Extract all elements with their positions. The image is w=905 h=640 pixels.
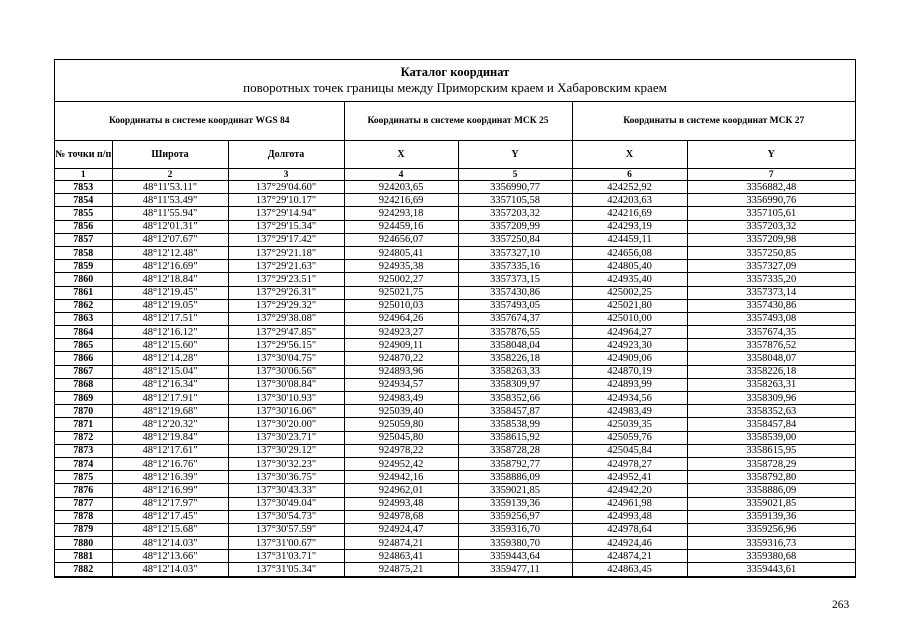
latitude-cell: 48°12'19.84" <box>112 431 228 444</box>
y-msk25-cell: 3358538,99 <box>458 418 572 431</box>
y-msk25-cell: 3359256,97 <box>458 510 572 523</box>
longitude-cell: 137°30'20.00" <box>228 418 344 431</box>
table-row <box>55 378 855 391</box>
x-msk25-cell: 924216,69 <box>344 194 458 207</box>
x-msk25-cell: 924863,41 <box>344 550 458 563</box>
x-msk27-cell: 424983,49 <box>572 405 687 418</box>
point-number: 7853 <box>55 181 112 194</box>
group-header-wgs84: Координаты в системе координат WGS 84 <box>55 102 344 141</box>
y-msk27-cell: 3358457,84 <box>687 418 855 431</box>
y-msk25-cell: 3359477,11 <box>458 563 572 576</box>
x-msk25-cell: 924935,38 <box>344 260 458 273</box>
y-msk25-cell: 3358615,92 <box>458 431 572 444</box>
x-msk27-cell: 424993,48 <box>572 510 687 523</box>
latitude-cell: 48°12'17.97" <box>112 497 228 510</box>
table-row <box>55 418 855 431</box>
table-row <box>55 550 855 563</box>
point-number: 7878 <box>55 510 112 523</box>
y-msk27-cell: 3359139,36 <box>687 510 855 523</box>
latitude-cell: 48°12'20.32" <box>112 418 228 431</box>
longitude-cell: 137°30'16.06" <box>228 405 344 418</box>
x-msk25-cell: 924978,22 <box>344 444 458 457</box>
x-msk25-cell: 924952,42 <box>344 457 458 470</box>
catalog-subtitle: поворотных точек границы между Приморским краем и Хабаровским краем <box>243 80 667 95</box>
x-msk27-cell: 424252,92 <box>572 181 687 194</box>
y-msk25-cell: 3358309,97 <box>458 378 572 391</box>
x-msk27-cell: 424874,21 <box>572 550 687 563</box>
table-row <box>55 233 855 246</box>
longitude-cell: 137°31'03.71" <box>228 550 344 563</box>
point-number: 7881 <box>55 550 112 563</box>
y-msk25-cell: 3358352,66 <box>458 392 572 405</box>
x-msk25-cell: 924942,16 <box>344 471 458 484</box>
latitude-cell: 48°12'12.48" <box>112 246 228 259</box>
y-msk27-cell: 3356882,48 <box>687 181 855 194</box>
longitude-cell: 137°29'26.31" <box>228 286 344 299</box>
longitude-cell: 137°29'14.94" <box>228 207 344 220</box>
table-row <box>55 392 855 405</box>
point-number: 7880 <box>55 537 112 550</box>
point-number: 7855 <box>55 207 112 220</box>
table-row <box>55 471 855 484</box>
point-number: 7854 <box>55 194 112 207</box>
y-msk27-cell: 3358792,80 <box>687 471 855 484</box>
point-number: 7856 <box>55 220 112 233</box>
table-row <box>55 286 855 299</box>
table-row <box>55 484 855 497</box>
y-msk27-cell: 3357876,52 <box>687 339 855 352</box>
y-msk27-cell: 3358226,18 <box>687 365 855 378</box>
y-msk27-cell: 3358309,96 <box>687 392 855 405</box>
column-header-longitude: Долгота <box>228 141 344 169</box>
point-number: 7872 <box>55 431 112 444</box>
column-number: 1 <box>55 169 112 181</box>
x-msk27-cell: 424961,98 <box>572 497 687 510</box>
table-row <box>55 352 855 365</box>
y-msk27-cell: 3356990,76 <box>687 194 855 207</box>
table-row <box>55 326 855 339</box>
point-number: 7865 <box>55 339 112 352</box>
y-msk25-cell: 3356990,77 <box>458 181 572 194</box>
y-msk25-cell: 3357209,99 <box>458 220 572 233</box>
table-row <box>55 431 855 444</box>
column-number: 4 <box>344 169 458 181</box>
longitude-cell: 137°29'21.18" <box>228 246 344 259</box>
point-number: 7860 <box>55 273 112 286</box>
table-row <box>55 273 855 286</box>
y-msk27-cell: 3358886,09 <box>687 484 855 497</box>
table-row <box>55 365 855 378</box>
table-row <box>55 246 855 259</box>
x-msk25-cell: 924993,48 <box>344 497 458 510</box>
x-msk25-cell: 924656,07 <box>344 233 458 246</box>
x-msk27-cell: 424935,40 <box>572 273 687 286</box>
y-msk25-cell: 3357105,58 <box>458 194 572 207</box>
x-msk27-cell: 424934,56 <box>572 392 687 405</box>
column-header-y-msk27: Y <box>687 141 855 169</box>
x-msk27-cell: 424923,30 <box>572 339 687 352</box>
y-msk25-cell: 3358792,77 <box>458 457 572 470</box>
x-msk27-cell: 424942,20 <box>572 484 687 497</box>
point-number: 7857 <box>55 233 112 246</box>
x-msk25-cell: 925021,75 <box>344 286 458 299</box>
x-msk27-cell: 424893,99 <box>572 378 687 391</box>
latitude-cell: 48°12'16.39" <box>112 471 228 484</box>
table-row <box>55 563 855 576</box>
y-msk27-cell: 3358728,29 <box>687 457 855 470</box>
y-msk25-cell: 3359139,36 <box>458 497 572 510</box>
y-msk27-cell: 3357430,86 <box>687 299 855 312</box>
x-msk25-cell: 924459,16 <box>344 220 458 233</box>
x-msk25-cell: 925039,40 <box>344 405 458 418</box>
y-msk25-cell: 3357373,15 <box>458 273 572 286</box>
table-row <box>55 405 855 418</box>
longitude-cell: 137°29'47.85" <box>228 326 344 339</box>
x-msk25-cell: 925045,80 <box>344 431 458 444</box>
point-number: 7862 <box>55 299 112 312</box>
y-msk27-cell: 3357674,35 <box>687 326 855 339</box>
longitude-cell: 137°30'49.04" <box>228 497 344 510</box>
coordinates-table <box>55 102 855 577</box>
x-msk25-cell: 924964,26 <box>344 312 458 325</box>
longitude-cell: 137°30'43.33" <box>228 484 344 497</box>
y-msk27-cell: 3359256,96 <box>687 523 855 536</box>
latitude-cell: 48°12'07.67" <box>112 233 228 246</box>
table-row <box>55 207 855 220</box>
y-msk25-cell: 3358728,28 <box>458 444 572 457</box>
point-number: 7866 <box>55 352 112 365</box>
table-row <box>55 339 855 352</box>
y-msk25-cell: 3357203,32 <box>458 207 572 220</box>
y-msk25-cell: 3358048,04 <box>458 339 572 352</box>
coordinates-table-body <box>55 181 855 577</box>
x-msk27-cell: 424293,19 <box>572 220 687 233</box>
point-number: 7869 <box>55 392 112 405</box>
x-msk27-cell: 424964,27 <box>572 326 687 339</box>
y-msk27-cell: 3359443,61 <box>687 563 855 576</box>
point-number: 7871 <box>55 418 112 431</box>
y-msk25-cell: 3359021,85 <box>458 484 572 497</box>
y-msk25-cell: 3358886,09 <box>458 471 572 484</box>
longitude-cell: 137°29'21.63" <box>228 260 344 273</box>
point-number: 7863 <box>55 312 112 325</box>
latitude-cell: 48°11'53.49" <box>112 194 228 207</box>
x-msk25-cell: 924293,18 <box>344 207 458 220</box>
latitude-cell: 48°12'19.45" <box>112 286 228 299</box>
column-header-point-no: № точки п/п <box>55 141 112 169</box>
y-msk25-cell: 3357674,37 <box>458 312 572 325</box>
y-msk25-cell: 3358263,33 <box>458 365 572 378</box>
table-row <box>55 194 855 207</box>
latitude-cell: 48°12'17.51" <box>112 312 228 325</box>
table-row <box>55 220 855 233</box>
latitude-cell: 48°12'16.69" <box>112 260 228 273</box>
x-msk27-cell: 425010,00 <box>572 312 687 325</box>
x-msk27-cell: 424870,19 <box>572 365 687 378</box>
page-number: 263 <box>832 599 850 611</box>
longitude-cell: 137°30'04.75" <box>228 352 344 365</box>
y-msk25-cell: 3358457,87 <box>458 405 572 418</box>
x-msk25-cell: 924923,27 <box>344 326 458 339</box>
y-msk25-cell: 3357430,86 <box>458 286 572 299</box>
longitude-cell: 137°29'17.42" <box>228 233 344 246</box>
x-msk27-cell: 425045,84 <box>572 444 687 457</box>
y-msk27-cell: 3358263,31 <box>687 378 855 391</box>
x-msk25-cell: 924909,11 <box>344 339 458 352</box>
x-msk27-cell: 424805,40 <box>572 260 687 273</box>
column-number: 7 <box>687 169 855 181</box>
catalog-header <box>55 60 855 102</box>
y-msk27-cell: 3357373,14 <box>687 286 855 299</box>
x-msk25-cell: 924934,57 <box>344 378 458 391</box>
group-header-msk25: Координаты в системе координат МСК 25 <box>344 102 572 141</box>
point-number: 7858 <box>55 246 112 259</box>
x-msk27-cell: 425021,80 <box>572 299 687 312</box>
longitude-cell: 137°30'08.84" <box>228 378 344 391</box>
latitude-cell: 48°12'13.66" <box>112 550 228 563</box>
longitude-cell: 137°30'10.93" <box>228 392 344 405</box>
table-row <box>55 497 855 510</box>
point-number: 7875 <box>55 471 112 484</box>
y-msk27-cell: 3359316,73 <box>687 537 855 550</box>
x-msk25-cell: 925010,03 <box>344 299 458 312</box>
x-msk27-cell: 424952,41 <box>572 471 687 484</box>
y-msk25-cell: 3357327,10 <box>458 246 572 259</box>
latitude-cell: 48°12'15.68" <box>112 523 228 536</box>
y-msk27-cell: 3359021,85 <box>687 497 855 510</box>
table-row <box>55 537 855 550</box>
x-msk25-cell: 925002,27 <box>344 273 458 286</box>
y-msk27-cell: 3358048,07 <box>687 352 855 365</box>
y-msk25-cell: 3357335,16 <box>458 260 572 273</box>
latitude-cell: 48°12'17.45" <box>112 510 228 523</box>
longitude-cell: 137°31'05.34" <box>228 563 344 576</box>
x-msk25-cell: 924805,41 <box>344 246 458 259</box>
longitude-cell: 137°31'00.67" <box>228 537 344 550</box>
latitude-cell: 48°12'17.91" <box>112 392 228 405</box>
longitude-cell: 137°30'32.23" <box>228 457 344 470</box>
point-number: 7874 <box>55 457 112 470</box>
point-number: 7864 <box>55 326 112 339</box>
latitude-cell: 48°12'19.05" <box>112 299 228 312</box>
y-msk27-cell: 3358615,95 <box>687 444 855 457</box>
latitude-cell: 48°12'16.34" <box>112 378 228 391</box>
longitude-cell: 137°29'29.32" <box>228 299 344 312</box>
x-msk25-cell: 925059,80 <box>344 418 458 431</box>
latitude-cell: 48°12'18.84" <box>112 273 228 286</box>
y-msk27-cell: 3357250,85 <box>687 246 855 259</box>
latitude-cell: 48°12'14.03" <box>112 563 228 576</box>
x-msk25-cell: 924924,47 <box>344 523 458 536</box>
x-msk27-cell: 425039,35 <box>572 418 687 431</box>
x-msk27-cell: 425002,25 <box>572 286 687 299</box>
point-number: 7879 <box>55 523 112 536</box>
longitude-cell: 137°30'06.56" <box>228 365 344 378</box>
x-msk27-cell: 424656,08 <box>572 246 687 259</box>
table-row <box>55 457 855 470</box>
column-number: 3 <box>228 169 344 181</box>
x-msk27-cell: 424459,11 <box>572 233 687 246</box>
catalog-title: Каталог координат <box>400 65 510 79</box>
y-msk27-cell: 3359380,68 <box>687 550 855 563</box>
y-msk25-cell: 3357493,05 <box>458 299 572 312</box>
y-msk25-cell: 3359380,70 <box>458 537 572 550</box>
column-number-row <box>55 169 855 181</box>
coordinate-catalog <box>54 59 856 578</box>
table-row <box>55 181 855 194</box>
x-msk25-cell: 924870,22 <box>344 352 458 365</box>
point-number: 7870 <box>55 405 112 418</box>
table-row <box>55 312 855 325</box>
latitude-cell: 48°12'19.68" <box>112 405 228 418</box>
longitude-cell: 137°29'56.15" <box>228 339 344 352</box>
latitude-cell: 48°12'15.04" <box>112 365 228 378</box>
y-msk27-cell: 3357493,08 <box>687 312 855 325</box>
latitude-cell: 48°12'01.31" <box>112 220 228 233</box>
longitude-cell: 137°29'15.34" <box>228 220 344 233</box>
x-msk27-cell: 425059,76 <box>572 431 687 444</box>
y-msk27-cell: 3357327,09 <box>687 260 855 273</box>
longitude-cell: 137°30'57.59" <box>228 523 344 536</box>
longitude-cell: 137°30'29.12" <box>228 444 344 457</box>
longitude-cell: 137°29'38.08" <box>228 312 344 325</box>
latitude-cell: 48°12'14.28" <box>112 352 228 365</box>
point-number: 7861 <box>55 286 112 299</box>
x-msk25-cell: 924978,68 <box>344 510 458 523</box>
point-number: 7873 <box>55 444 112 457</box>
longitude-cell: 137°29'10.17" <box>228 194 344 207</box>
column-header-y-msk25: Y <box>458 141 572 169</box>
point-number: 7877 <box>55 497 112 510</box>
point-number: 7882 <box>55 563 112 576</box>
column-header-latitude: Широта <box>112 141 228 169</box>
x-msk25-cell: 924893,96 <box>344 365 458 378</box>
latitude-cell: 48°11'53.11" <box>112 181 228 194</box>
x-msk25-cell: 924875,21 <box>344 563 458 576</box>
y-msk27-cell: 3358352,63 <box>687 405 855 418</box>
longitude-cell: 137°29'04.60" <box>228 181 344 194</box>
longitude-cell: 137°30'36.75" <box>228 471 344 484</box>
column-number: 5 <box>458 169 572 181</box>
y-msk27-cell: 3357209,98 <box>687 233 855 246</box>
point-number: 7859 <box>55 260 112 273</box>
table-row <box>55 299 855 312</box>
latitude-cell: 48°12'17.61" <box>112 444 228 457</box>
y-msk25-cell: 3357250,84 <box>458 233 572 246</box>
y-msk27-cell: 3358539,00 <box>687 431 855 444</box>
x-msk27-cell: 424924,46 <box>572 537 687 550</box>
x-msk25-cell: 924983,49 <box>344 392 458 405</box>
group-header-msk27: Координаты в системе координат МСК 27 <box>572 102 855 141</box>
x-msk27-cell: 424216,69 <box>572 207 687 220</box>
column-header-x-msk27: X <box>572 141 687 169</box>
table-row <box>55 260 855 273</box>
point-number: 7868 <box>55 378 112 391</box>
y-msk25-cell: 3359316,70 <box>458 523 572 536</box>
x-msk27-cell: 424203,63 <box>572 194 687 207</box>
x-msk27-cell: 424978,27 <box>572 457 687 470</box>
latitude-cell: 48°12'16.12" <box>112 326 228 339</box>
longitude-cell: 137°30'54.73" <box>228 510 344 523</box>
x-msk27-cell: 424978,64 <box>572 523 687 536</box>
x-msk27-cell: 424909,06 <box>572 352 687 365</box>
table-row <box>55 510 855 523</box>
x-msk25-cell: 924203,65 <box>344 181 458 194</box>
point-number: 7867 <box>55 365 112 378</box>
column-header-row <box>55 141 855 169</box>
group-header-row <box>55 102 855 141</box>
column-number: 6 <box>572 169 687 181</box>
x-msk25-cell: 924874,21 <box>344 537 458 550</box>
y-msk25-cell: 3359443,64 <box>458 550 572 563</box>
y-msk27-cell: 3357335,20 <box>687 273 855 286</box>
y-msk25-cell: 3357876,55 <box>458 326 572 339</box>
y-msk25-cell: 3358226,18 <box>458 352 572 365</box>
latitude-cell: 48°11'55.94" <box>112 207 228 220</box>
latitude-cell: 48°12'14.03" <box>112 537 228 550</box>
y-msk27-cell: 3357203,32 <box>687 220 855 233</box>
table-row <box>55 444 855 457</box>
x-msk27-cell: 424863,45 <box>572 563 687 576</box>
longitude-cell: 137°30'23.71" <box>228 431 344 444</box>
table-row <box>55 523 855 536</box>
latitude-cell: 48°12'16.99" <box>112 484 228 497</box>
column-number: 2 <box>112 169 228 181</box>
longitude-cell: 137°29'23.51" <box>228 273 344 286</box>
point-number: 7876 <box>55 484 112 497</box>
y-msk27-cell: 3357105,61 <box>687 207 855 220</box>
x-msk25-cell: 924962,01 <box>344 484 458 497</box>
column-header-x-msk25: X <box>344 141 458 169</box>
latitude-cell: 48°12'15.60" <box>112 339 228 352</box>
latitude-cell: 48°12'16.76" <box>112 457 228 470</box>
